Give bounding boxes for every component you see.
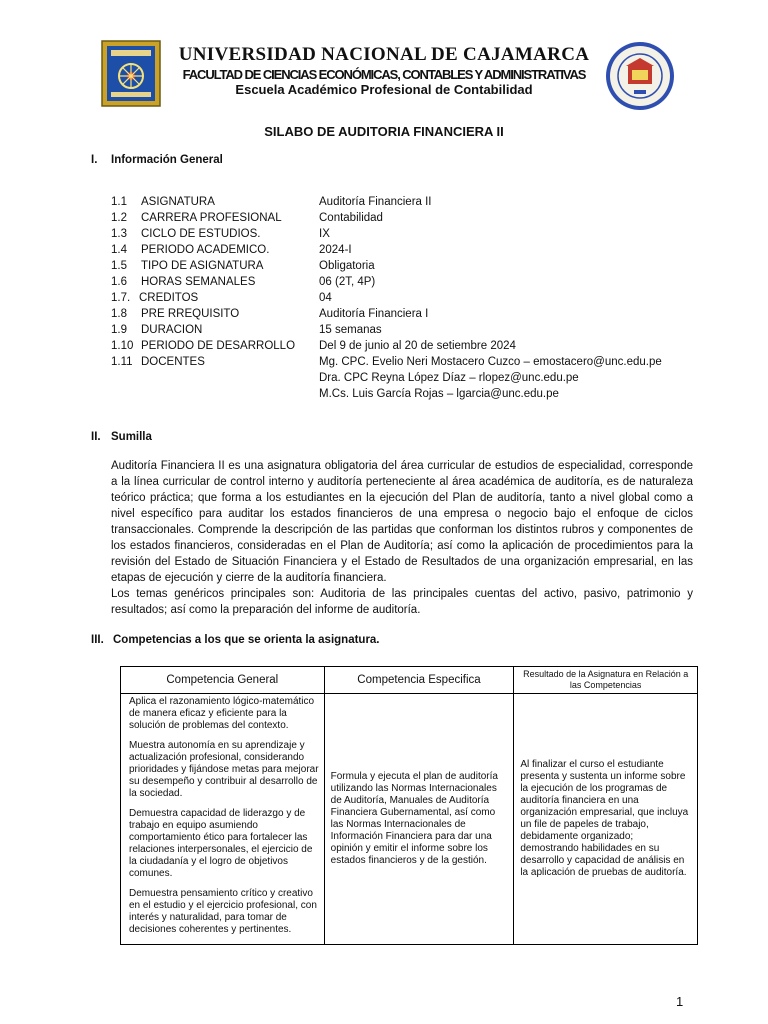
table-row <box>121 694 698 945</box>
info-number: 1.8 <box>111 308 127 320</box>
sumilla-paragraph: Auditoría Financiera II es una asignatura obligatoria del área curricular de estudios de especialidad, corresponde a la línea curricular de control interno y auditoría perteneciente al área académica de auditoría, es de naturaleza teórico práctica; que forma a los estudiantes en la ejecución del Plan de auditoría, tanto a nivel global como a nivel específico para auditar los estados financieros de una empresa o negocio bajo el enfoque de ciclos transaccionales. Comprende la descripción de las partidas que conforman los distintos rubros y componentes de los estados financieros, consideradas en el Plan de Auditoría; así como la aplicación de procedimientos para la revisión del Estado de Situación Financiera y el Estado de Resultados de una organización empresarial, en las etapas de ejecución y cierre de la auditoría financiera. <box>111 460 693 584</box>
competencia-general-item: Muestra autonomía en su aprendizaje y actualización profesional, considerando prioridades y fijándose metas para mejorar su desempeño y contribuir al desarrollo de la sociedad. <box>129 740 319 799</box>
section-number: III. <box>91 634 104 646</box>
info-key: PRE RREQUISITO <box>141 308 240 320</box>
info-key: CREDITOS <box>139 292 199 304</box>
info-number: 1.5 <box>111 260 127 272</box>
info-number: 1.3 <box>111 228 127 240</box>
info-value: Auditoría Financiera I <box>319 308 429 320</box>
info-number: 1.11 <box>111 356 133 368</box>
table-header-general: Competencia General <box>121 667 325 694</box>
competencia-general-item: Demuestra pensamiento crítico y creativo en el estudio y el ejercicio profesional, con interés y naturalidad, para tomar de decisiones coherentes y pertinentes. <box>129 888 317 935</box>
university-name: UNIVERSIDAD NACIONAL DE CAJAMARCA <box>178 44 590 65</box>
info-number: 1.7. <box>111 292 131 304</box>
document-title: SILABO DE AUDITORIA FINANCIERA II <box>264 124 504 139</box>
info-key: CICLO DE ESTUDIOS. <box>141 228 261 240</box>
info-key: DOCENTES <box>141 356 205 368</box>
competencia-general-item: Demuestra capacidad de liderazgo y de trabajo en equipo asumiendo comportamiento ético para fortalecer las relaciones interpersonales, el ejercicio de la ciudadanía y el logro de objetivos comunes. <box>129 808 313 879</box>
table-header-especifica: Competencia Especifica <box>324 667 514 694</box>
info-value: Del 9 de junio al 20 de setiembre 2024 <box>319 340 516 352</box>
school-name: Escuela Académico Profesional de Contabilidad <box>235 82 533 97</box>
info-value: IX <box>319 228 330 240</box>
info-number: 1.6 <box>111 276 127 288</box>
section-label: Información General <box>111 154 223 166</box>
section-number: II. <box>91 431 101 443</box>
info-number: 1.9 <box>111 324 127 336</box>
faculty-name: FACULTAD DE CIENCIAS ECONÓMICAS, CONTABLES Y ADMINISTRATIVAS <box>182 67 586 82</box>
info-number: 1.2 <box>111 212 127 224</box>
docente-value: Dra. CPC Reyna López Díaz – rlopez@unc.edu.pe <box>319 372 579 384</box>
section-number: I. <box>91 154 98 166</box>
info-value: 15 semanas <box>319 324 382 336</box>
section-heading-sumilla <box>91 431 152 443</box>
table-header-row <box>121 667 698 694</box>
section-heading-general-info <box>91 154 223 166</box>
info-key: PERIODO DE DESARROLLO <box>141 340 296 352</box>
info-key: HORAS SEMANALES <box>141 276 256 288</box>
page-number: 1 <box>676 994 684 1009</box>
faculty-seal-icon <box>604 40 676 112</box>
competencias-table <box>120 666 698 945</box>
info-key: TIPO DE ASIGNATURA <box>141 260 264 272</box>
info-value: Auditoría Financiera II <box>319 196 432 208</box>
info-key: CARRERA PROFESIONAL <box>141 212 282 224</box>
table-header-resultado: Resultado de la Asignatura en Relación a las Competencias <box>514 667 698 694</box>
competencia-general-cell <box>121 694 325 945</box>
info-number: 1.4 <box>111 244 127 256</box>
info-value: Mg. CPC. Evelio Neri Mostacero Cuzco – emostacero@unc.edu.pe <box>319 356 662 368</box>
info-value: 2024-I <box>319 244 352 256</box>
info-value: 04 <box>319 292 332 304</box>
resultado-cell: Al finalizar el curso el estudiante presenta y sustenta un informe sobre la ejecución de los programas de auditoría financiera en una organización empresarial, que incluya un file de papeles de trabajo, debidamente organizado; demostrando habilidades en su desarrollo y capacidad de análisis en la aplicación de pruebas de auditoría. <box>514 694 698 945</box>
section-label: Sumilla <box>111 431 152 443</box>
info-number: 1.10 <box>111 340 134 352</box>
sumilla-paragraph: Los temas genéricos principales son: Auditoria de las principales cuentas del activo, pasivo, patrimonio y resultados; así como la preparación del informe de auditoría. <box>111 588 693 616</box>
info-key: DURACION <box>141 324 203 336</box>
section-label: Competencias a los que se orienta la asignatura. <box>113 634 380 646</box>
section-heading-competencias <box>91 634 380 646</box>
info-key: ASIGNATURA <box>141 196 215 208</box>
info-key: PERIODO ACADEMICO. <box>141 244 270 256</box>
document-header <box>0 0 768 110</box>
competencia-especifica-cell: Formula y ejecuta el plan de auditoría utilizando las Normas Internacionales de Auditoría, Manuales de Auditoría Financiera Gubernamental, así como las Normas Internacionales de Información Financiera para dar una opinión y emitir el informe sobre los estados financieros y de la gestión. <box>324 694 514 945</box>
info-number: 1.1 <box>111 196 127 208</box>
info-value: Obligatoria <box>319 260 375 272</box>
docente-value: M.Cs. Luis García Rojas – lgarcia@unc.edu.pe <box>319 388 559 400</box>
info-value: Contabilidad <box>319 212 383 224</box>
competencia-general-item: Aplica el razonamiento lógico-matemático de manera eficaz y eficiente para la solución de problemas del contexto. <box>129 696 315 731</box>
info-value: 06 (2T, 4P) <box>319 276 376 288</box>
